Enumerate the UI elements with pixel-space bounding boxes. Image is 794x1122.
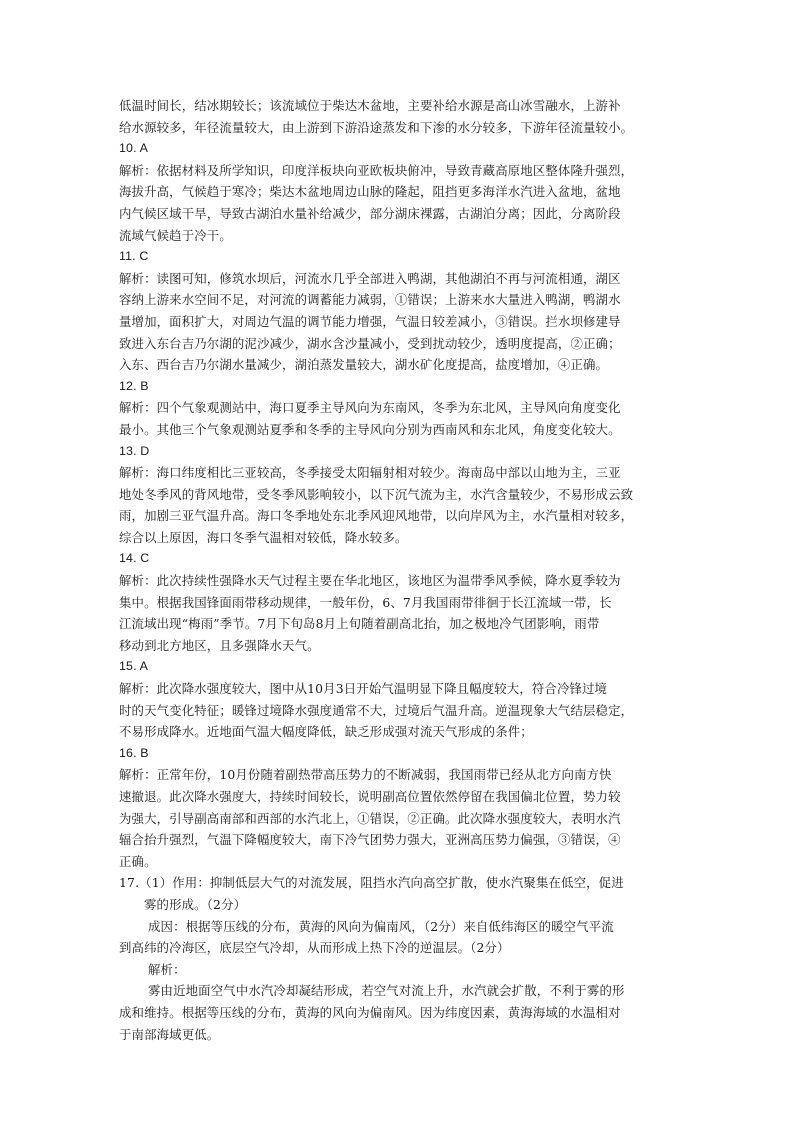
text-line: 解析：海口纬度相比三亚较高，冬季接受太阳辐射相对较少。海南岛中部以山地为主，三亚 <box>119 465 621 481</box>
answer-line: 14. C <box>119 551 150 566</box>
answer-line: 16. B <box>119 745 149 760</box>
text-line: 解析：依据材料及所学知识，印度洋板块向亚欧板块俯冲，导致青藏高原地区整体隆升强烈， <box>119 162 634 178</box>
answer-line: 10. A <box>119 141 148 156</box>
document-page <box>119 95 691 1045</box>
text-line: 成因：根据等压线的分布，黄海的风向为偏南风，（2分）来自低纬海区的暖空气平流 <box>148 918 614 934</box>
answer-line: 11. C <box>119 249 149 264</box>
text-line: 解析： <box>148 961 186 977</box>
text-line: 正确。 <box>119 853 157 869</box>
text-line: 解析：此次持续性强降水天气过程主要在华北地区，该地区为温带季风季候，降水夏季较为 <box>119 573 621 589</box>
text-line: 为强大，引导副高南部和西部的水汽北上，①错误，②正确。此次降水强度较大，表明水汽 <box>119 810 621 826</box>
text-line: 入东、西台吉乃尔湖水量减少，湖泊蒸发量较大，湖水矿化度提高，盐度增加，④正确。 <box>119 357 609 373</box>
text-line: 流域气候趋于冷干。 <box>119 227 232 243</box>
text-line: 17.（1）作用：抑制低层大气的对流发展，阻挡水汽向高空扩散，使水汽聚集在低空，促进 <box>119 875 624 891</box>
text-line: 雾由近地面空气中水汽冷却凝结形成，若空气对流上升，水汽就会扩散，不利于雾的形 <box>148 983 625 999</box>
text-line: 不易形成降水。近地面气温大幅度降低，缺乏形成强对流天气形成的条件； <box>119 724 533 740</box>
text-line: 于南部海域更低。 <box>119 1026 220 1042</box>
text-line: 量增加，面积扩大，对周边气温的调节能力增强，气温日较差减小，③错误。拦水坝修建导 <box>119 313 621 329</box>
text-line: 移动到北方地区，且多强降水天气。 <box>119 637 320 653</box>
answer-line: 12. B <box>119 378 149 393</box>
text-line: 给水源较多，年径流量较大，由上游到下游沿途蒸发和下渗的水分较多，下游年径流量较小。 <box>119 119 634 135</box>
text-line: 江流域出现“梅雨”季节。7月下旬岛8月上旬随着副高北抬，加之极地冷气团影响，雨带 <box>119 616 600 632</box>
text-line: 综合以上原因，海口冬季气温相对较低，降水较多。 <box>119 529 408 545</box>
answer-line: 13. D <box>119 443 150 458</box>
text-line: 容纳上游来水空间不足，对河流的调蓄能力减弱，①错误；上游来水大量进入鸭湖，鸭湖水 <box>119 292 621 308</box>
text-line: 速撤退。此次降水强度大，持续时间较长，说明副高位置依然停留在我国偏北位置，势力较 <box>119 789 621 804</box>
text-line: 低温时间长，结冰期较长；该流域位于柴达木盆地，主要补给水源是高山冰雪融水，上游补 <box>119 98 621 113</box>
text-line: 雾的形成。（2分） <box>144 896 247 912</box>
text-line: 解析：正常年份，10月份随着副热带高压势力的不断减弱，我国雨带已经从北方向南方快 <box>119 767 612 783</box>
text-line: 雨，加剧三亚气温升高。海口冬季地处东北季风迎风地带，以向岸风为主，水汽量相对较多， <box>119 508 634 524</box>
answer-line: 15. A <box>119 659 148 674</box>
text-line: 解析：此次降水强度较大，图中从10月3日开始气温明显下降且幅度较大，符合冷锋过境 <box>119 681 608 697</box>
text-line: 地处冬季风的背风地带，受冬季风影响较小，以下沉气流为主，水汽含量较少，不易形成云致 <box>119 486 634 502</box>
text-line: 辐合抬升强烈，气温下降幅度较大，南下冷气团势力强大，亚洲高压势力偏强，③错误，④ <box>119 832 621 848</box>
text-line: 成和维持。根据等压线的分布，黄海的风向为偏南风。因为纬度因素，黄海海域的水温相对 <box>119 1004 621 1020</box>
text-line: 海拔升高，气候趋于寒冷；柴达木盆地周边山脉的隆起，阻挡更多海洋水汽进入盆地，盆地 <box>119 184 621 200</box>
text-line: 解析：四个气象观测站中，海口夏季主导风向为东南风，冬季为东北风，主导风向角度变化 <box>119 400 621 416</box>
text-line: 解析：读图可知，修筑水坝后，河流水几乎全部进入鸭湖，其他湖泊不再与河流相通，湖区 <box>119 270 621 286</box>
text-line: 内气候区域干旱，导致古湖泊水量补给减少，部分湖床裸露，古湖泊分离；因此，分离阶段 <box>119 205 621 221</box>
text-line: 时的天气变化特征；暖锋过境降水强度通常不大，过境后气温升高。逆温现象大气结层稳定， <box>119 702 634 718</box>
text-line: 集中。根据我国锋面雨带移动规律，一般年份，6、7月我国雨带徘徊于长江流域一带，长 <box>119 594 612 610</box>
text-line: 最小。其他三个气象观测站夏季和冬季的主导风向分别为西南风和东北风，角度变化较大。 <box>119 421 621 437</box>
text-line: 致进入东台吉乃尔湖的泥沙减少，湖水含沙量减小，受到扰动较少，透明度提高，②正确； <box>119 335 621 351</box>
text-line: 到高纬的冷海区，底层空气冷却，从而形成上热下冷的逆温层。（2分） <box>119 940 510 956</box>
